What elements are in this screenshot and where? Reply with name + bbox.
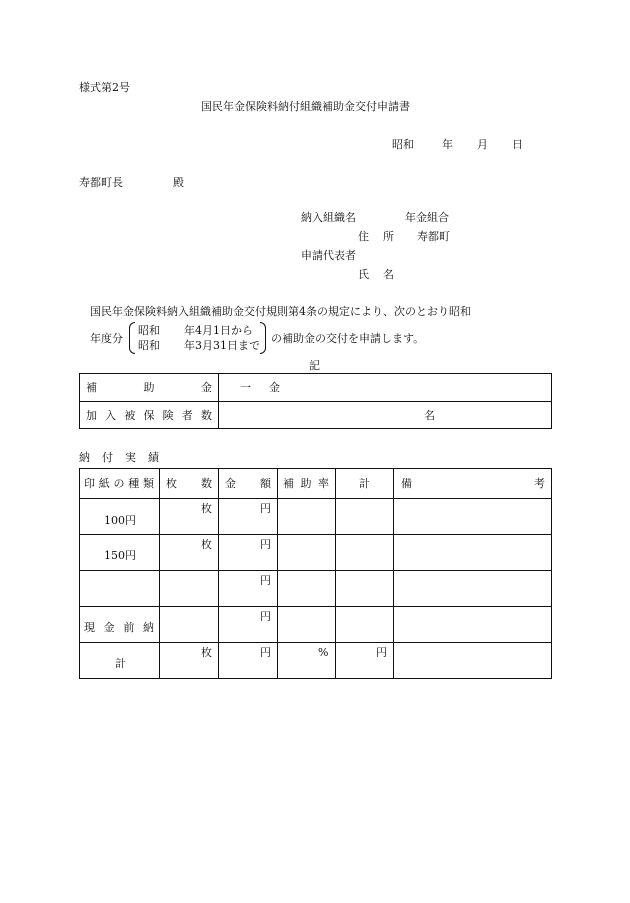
- right-bracket: [260, 322, 266, 354]
- row-150yen-count-unit: 枚: [201, 538, 212, 551]
- row-150yen-amount-unit: 円: [260, 538, 271, 551]
- header-remarks: 備 考: [401, 477, 545, 490]
- representative-label: 申請代表者: [301, 249, 356, 262]
- period-from-date: 年4月1日から: [184, 324, 253, 337]
- header-total: 計: [359, 477, 370, 490]
- row-blank-amount-unit: 円: [260, 574, 271, 587]
- org-name-label: 納入組織名: [301, 211, 356, 224]
- row-100yen-label: 100円: [104, 514, 136, 527]
- org-name-value: 年金組合: [405, 211, 449, 224]
- row-100yen-count-unit: 枚: [201, 502, 212, 515]
- header-amount: 金 額: [225, 477, 271, 490]
- period-to-era: 昭和: [138, 339, 160, 352]
- date-month-label: 月: [477, 138, 488, 151]
- date-era: 昭和: [392, 138, 414, 151]
- form-title: 国民年金保険料納付組織補助金交付申請書: [201, 100, 410, 113]
- insured-count-unit: 名: [424, 409, 435, 422]
- form-number: 様式第2号: [79, 81, 130, 94]
- subsidy-label: 補 助 金: [86, 381, 212, 394]
- total-row-rate-unit: %: [318, 646, 329, 659]
- header-subsidy-rate: 補 助 率: [283, 477, 329, 490]
- date-year-label: 年: [442, 138, 453, 151]
- addressee: 寿都町長: [79, 176, 123, 189]
- row-150yen-label: 150円: [104, 549, 136, 562]
- row-100yen-amount-unit: 円: [260, 502, 271, 515]
- ki-heading: 記: [309, 359, 320, 372]
- date-day-label: 日: [512, 138, 523, 151]
- total-row-count-unit: 枚: [201, 646, 212, 659]
- row-cash-prepay-label: 現 金 前 納: [84, 621, 154, 634]
- body-line-2-suffix: の補助金の交付を申請します。: [271, 332, 425, 345]
- subsidy-value: 一 金: [240, 381, 280, 394]
- total-row-label: 計: [115, 657, 126, 670]
- left-bracket: [129, 322, 135, 354]
- total-row-total-unit: 円: [376, 646, 387, 659]
- period-from-era: 昭和: [138, 324, 160, 337]
- results-heading: 納 付 実 績: [79, 451, 159, 464]
- header-count: 枚 数: [166, 477, 212, 490]
- body-fiscal-year-prefix: 年度分: [90, 332, 123, 345]
- row-cash-prepay-amount-unit: 円: [260, 610, 271, 623]
- total-row-amount-unit: 円: [260, 646, 271, 659]
- address-value: 寿都町: [417, 230, 450, 243]
- address-label: 住 所: [358, 230, 394, 243]
- period-to-date: 年3月31日まで: [184, 339, 260, 352]
- body-line-1: 国民年金保険料納入組織補助金交付規則第4条の規定により、次のとおり昭和: [90, 305, 471, 318]
- addressee-honorific: 殿: [173, 176, 184, 189]
- name-label: 氏 名: [358, 268, 394, 281]
- insured-count-label: 加 入 被 保 険 者 数: [86, 409, 212, 422]
- header-stamp-type: 印 紙 の 種 類: [84, 477, 154, 490]
